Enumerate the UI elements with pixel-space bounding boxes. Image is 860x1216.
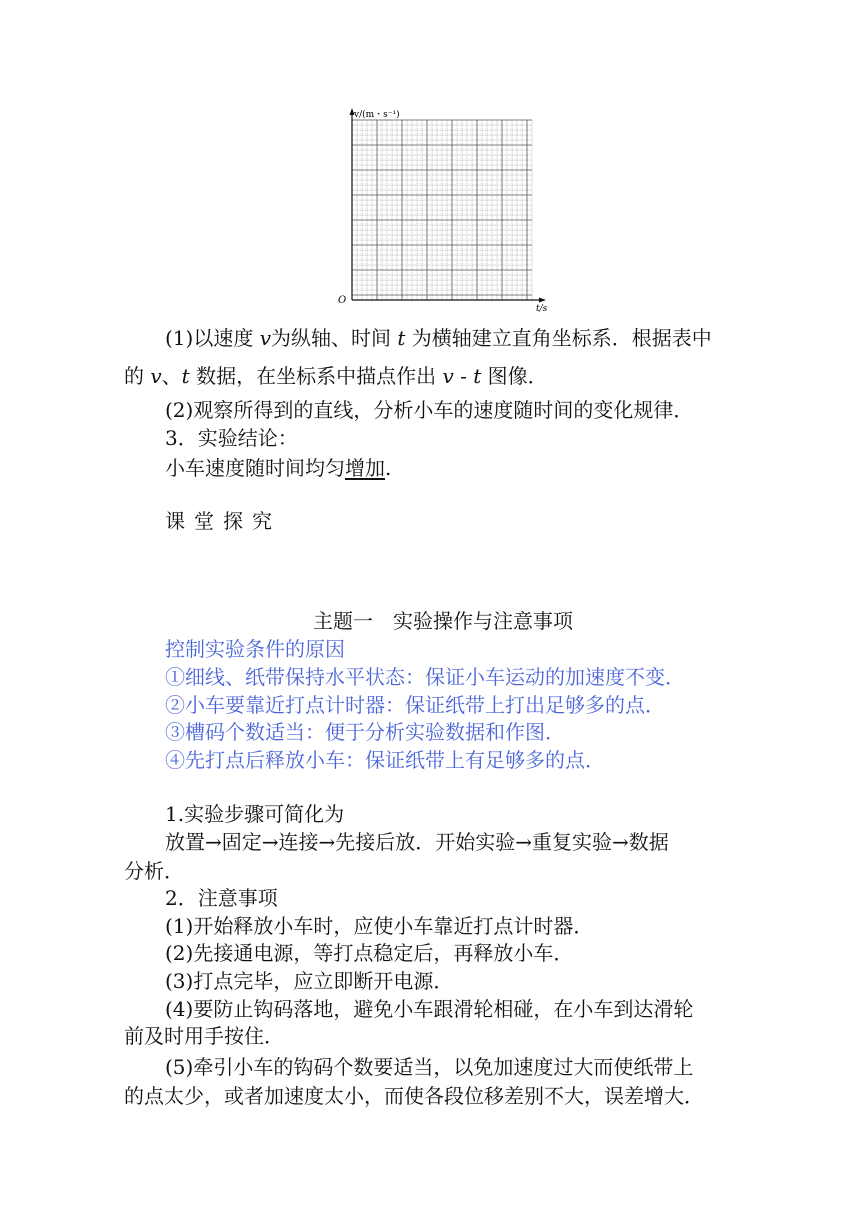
x-axis-label: t/s xyxy=(536,304,548,314)
note-1: (1)开始释放小车时，应使小车靠近打点计时器． xyxy=(165,914,594,938)
conclusion-underlined: 增加 xyxy=(345,456,385,480)
step1-line2-dash: - xyxy=(453,364,474,388)
step1-line2-a: 的 xyxy=(124,364,151,388)
step1-line2 xyxy=(124,362,548,390)
blue-line-2: ②小车要靠近打点计时器：保证纸带上打出足够多的点． xyxy=(165,693,665,717)
grid-svg xyxy=(336,104,556,314)
step1-line2-var-v: v xyxy=(150,364,162,388)
blue-line-0: 控制实验条件的原因 xyxy=(165,637,345,661)
grid-lines xyxy=(352,120,532,300)
step1-var-v: v xyxy=(259,326,271,350)
steps-heading: 1.实验步骤可简化为 xyxy=(165,802,345,826)
origin-label: O xyxy=(338,295,347,306)
conclusion-text-a: 小车速度随时间均匀 xyxy=(165,456,345,480)
step1-line2-b: 、 xyxy=(161,364,182,388)
note-5-line2: 的点太少，或者加速度太小，而使各段位移差别不大，误差增大． xyxy=(124,1084,704,1108)
y-axis-label: v/(m・s⁻¹) xyxy=(354,110,400,120)
note-2: (2)先接通电源，等打点稳定后，再释放小车． xyxy=(165,941,574,965)
conclusion-text-b: . xyxy=(385,456,392,480)
step1-text-c: 为横轴建立直角坐标系．根据表中 xyxy=(405,326,712,350)
section3-heading: 3．实验结论： xyxy=(165,426,298,450)
topic1-title: 主题一 实验操作与注意事项 xyxy=(313,609,573,633)
steps-line2: 分析． xyxy=(124,859,184,883)
step1-text-a: (1)以速度 xyxy=(165,326,260,350)
steps-line1: 放置→固定→连接→先接后放．开始实验→重复实验→数据 xyxy=(165,830,669,854)
notes-heading: 2．注意事项 xyxy=(165,886,278,910)
blue-line-3: ③槽码个数适当：便于分析实验数据和作图． xyxy=(165,720,565,744)
step1-line1 xyxy=(165,324,712,352)
step2-line: (2)观察所得到的直线，分析小车的速度随时间的变化规律． xyxy=(165,398,694,422)
conclusion-line xyxy=(165,454,391,482)
step1-text-b: 为纵轴、时间 xyxy=(271,326,398,350)
step1-line2-var-t: t xyxy=(181,364,190,388)
step1-line2-var-t2: t xyxy=(473,364,482,388)
note-4-line1: (4)要防止钩码落地，避免小车跟滑轮相碰，在小车到达滑轮 xyxy=(165,997,694,1021)
step1-line2-var-v2: v xyxy=(442,364,454,388)
step1-var-t: t xyxy=(397,326,406,350)
blue-line-1: ①细线、纸带保持水平状态：保证小车运动的加速度不变． xyxy=(165,665,685,689)
step1-line2-c: 数据，在坐标系中描点作出 xyxy=(189,364,443,388)
velocity-time-grid-figure xyxy=(336,104,556,314)
note-5-line1: (5)牵引小车的钩码个数要适当，以免加速度过大而使纸带上 xyxy=(165,1055,694,1079)
note-4-line2: 前及时用手按住． xyxy=(124,1024,284,1048)
step1-line2-d: 图像． xyxy=(481,364,548,388)
blue-line-4: ④先打点后释放小车：保证纸带上有足够多的点． xyxy=(165,748,605,772)
class-explore-heading: 课堂探究 xyxy=(165,509,281,533)
x-axis-arrow xyxy=(539,298,546,303)
note-3: (3)打点完毕，应立即断开电源． xyxy=(165,969,454,993)
